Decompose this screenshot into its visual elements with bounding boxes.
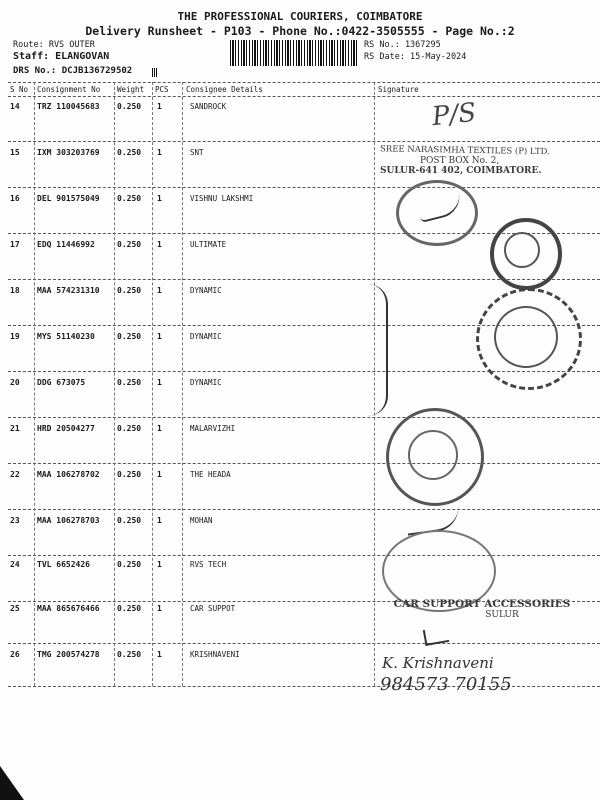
row-pcs: 1 [157, 240, 162, 249]
security-stamp-inner [504, 232, 540, 268]
signature-ps: P/S [430, 97, 478, 133]
row-sno: 24 [10, 560, 20, 569]
row-pcs: 1 [157, 194, 162, 203]
company-name: THE PROFESSIONAL COURIERS, COIMBATORE [177, 10, 423, 23]
row-consignee: SNT [190, 148, 204, 157]
route-label: Route: RVS OUTER [13, 40, 95, 50]
row-consignee: MOHAN [190, 516, 213, 525]
row-pcs: 1 [157, 424, 162, 433]
row-pcs: 1 [157, 102, 162, 111]
row-consignee: ULTIMATE [190, 240, 227, 249]
row-divider [8, 141, 600, 142]
row-divider [8, 187, 600, 188]
row-pcs: 1 [157, 470, 162, 479]
header-signature: Signature [378, 85, 419, 94]
row-pcs: 1 [157, 650, 162, 659]
row-divider [8, 509, 600, 510]
header-consignment: Consignment No [37, 85, 101, 94]
row-sno: 25 [10, 604, 20, 613]
row-consignment: TRZ 110045683 [37, 102, 100, 111]
signature-26-phone: 984573 70155 [380, 674, 512, 695]
page-corner [0, 766, 24, 800]
row-weight: 0.250 [117, 148, 142, 157]
sree-stamp-line3: SULUR-641 402, COIMBATORE. [380, 166, 542, 176]
row-sno: 17 [10, 240, 20, 249]
row-pcs: 1 [157, 516, 162, 525]
header-weight: Weight [117, 85, 145, 94]
row-pcs: 1 [157, 148, 162, 157]
signature-26-name: K. Krishnaveni [382, 654, 494, 672]
row-weight: 0.250 [117, 332, 142, 341]
car-support-line1: CAR SUPPORT ACCESSORIES [393, 598, 571, 610]
row-consignee: RVS TECH [190, 560, 227, 569]
row-pcs: 1 [157, 378, 162, 387]
row-sno: 26 [10, 650, 20, 659]
row-weight: 0.250 [117, 286, 142, 295]
row-sno: 23 [10, 516, 20, 525]
row-consignment: MYS 51140230 [37, 332, 95, 341]
row-consignment: EDQ 11446992 [37, 240, 95, 249]
column-divider [114, 82, 115, 686]
row-divider [8, 463, 600, 464]
row-consignee: DYNAMIC [190, 378, 222, 387]
row-weight: 0.250 [117, 516, 142, 525]
row-consignee: DYNAMIC [190, 286, 222, 295]
row-weight: 0.250 [117, 194, 142, 203]
row-sno: 20 [10, 378, 20, 387]
depot-stamp-inner [494, 306, 558, 368]
header-pcs: PCS [155, 85, 169, 94]
row-consignment: MAA 574231310 [37, 286, 100, 295]
rs-date: RS Date: 15-May-2024 [364, 52, 467, 62]
row-sno: 18 [10, 286, 20, 295]
row-weight: 0.250 [117, 102, 142, 111]
header-sno: S No [10, 85, 29, 94]
drs-number: DRS No.: DCJB136729502 [13, 66, 133, 76]
car-support-line2: SULUR [485, 610, 519, 620]
runsheet-title: Delivery Runsheet - P103 - Phone No.:0422-3505555 - Page No.:2 [85, 24, 515, 38]
bracket-18-20 [364, 284, 388, 416]
row-consignee: VISHNU LAKSHMI [190, 194, 254, 203]
column-divider [34, 82, 35, 686]
row-weight: 0.250 [117, 424, 142, 433]
staff-label: Staff: ELANGOVAN [13, 51, 110, 62]
column-divider [182, 82, 183, 686]
row-weight: 0.250 [117, 470, 142, 479]
small-barcode [152, 68, 158, 77]
row-pcs: 1 [157, 332, 162, 341]
table-top-line [8, 82, 600, 83]
row-pcs: 1 [157, 286, 162, 295]
row-consignment: IXM 303203769 [37, 148, 100, 157]
row-consignment: MAA 106278702 [37, 470, 100, 479]
barcode [230, 40, 358, 66]
row-sno: 16 [10, 194, 20, 203]
row-consignment: DDG 673075 [37, 378, 86, 387]
rs-number: RS No.: 1367295 [364, 40, 441, 50]
table-header-line [8, 96, 600, 97]
row-weight: 0.250 [117, 650, 142, 659]
sree-stamp-line1: SREE NARASIMHA TEXTILES (P) LTD. [379, 144, 550, 158]
car-support-stamp [392, 598, 572, 620]
row-consignee: DYNAMIC [190, 332, 222, 341]
college-stamp-inner [408, 430, 458, 480]
row-consignee: CAR SUPPOT [190, 604, 236, 613]
row-weight: 0.250 [117, 378, 142, 387]
row-pcs: 1 [157, 604, 162, 613]
row-consignee: KRISHNAVENI [190, 650, 240, 659]
row-weight: 0.250 [117, 560, 142, 569]
sree-stamp-line2: POST BOX No. 2, [420, 156, 500, 166]
row-sno: 22 [10, 470, 20, 479]
sree-stamp [380, 146, 580, 176]
column-divider [152, 82, 153, 686]
row-consignee: THE HEADA [190, 470, 231, 479]
row-consignment: DEL 901575049 [37, 194, 100, 203]
row-consignee: SANDROCK [190, 102, 227, 111]
row-weight: 0.250 [117, 240, 142, 249]
row-consignment: TVL 6652426 [37, 560, 90, 569]
row-sno: 21 [10, 424, 20, 433]
row-consignee: MALARVIZHI [190, 424, 236, 433]
row-consignment: TMG 200574278 [37, 650, 100, 659]
row-consignment: MAA 865676466 [37, 604, 100, 613]
row-sno: 19 [10, 332, 20, 341]
row-pcs: 1 [157, 560, 162, 569]
row-divider [8, 643, 600, 644]
row-sno: 14 [10, 102, 20, 111]
row-sno: 15 [10, 148, 20, 157]
row-consignment: HRD 20504277 [37, 424, 95, 433]
row-weight: 0.250 [117, 604, 142, 613]
row-consignment: MAA 106278703 [37, 516, 100, 525]
header-consignee: Consignee Details [186, 85, 263, 94]
row-divider [8, 555, 600, 556]
row-divider [8, 417, 600, 418]
